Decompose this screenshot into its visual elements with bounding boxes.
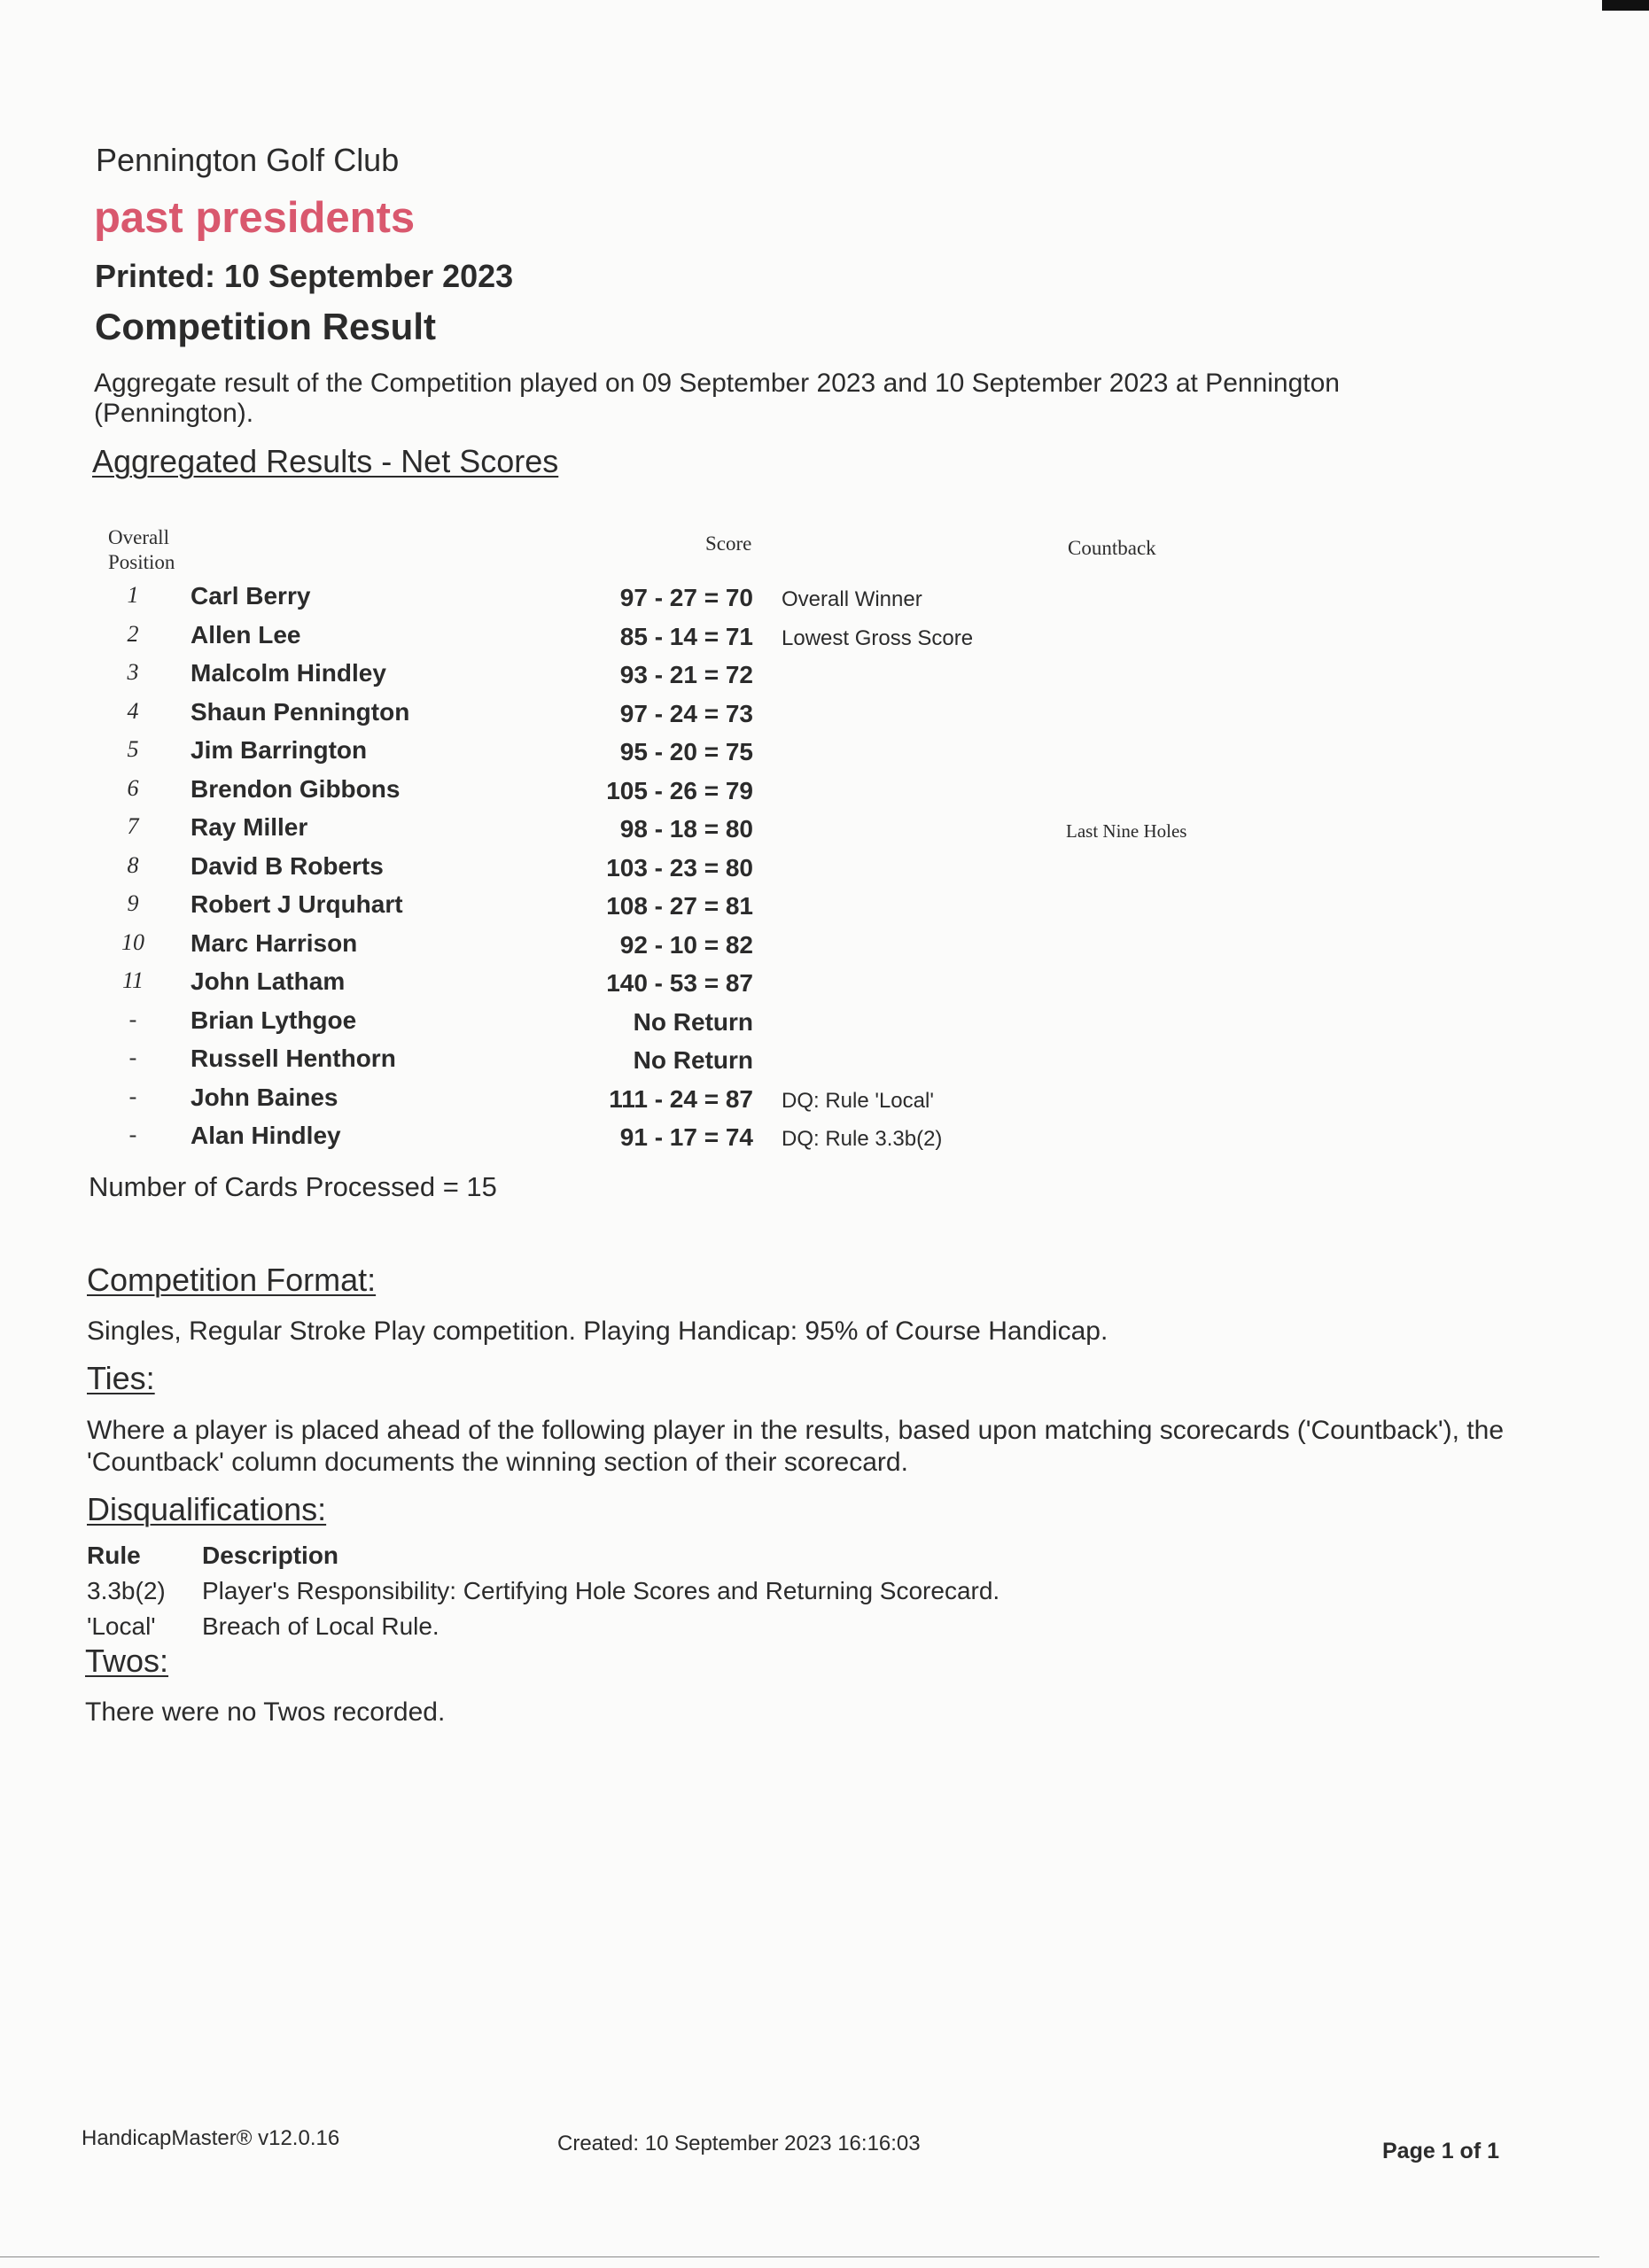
position: 1 <box>127 582 139 608</box>
result-row <box>0 1120 1649 1158</box>
position: 4 <box>127 697 139 724</box>
club-name: Pennington Golf Club <box>96 142 400 178</box>
player-name: John Latham <box>191 967 346 995</box>
score: 97 - 27 = 70 <box>619 584 753 611</box>
result-note: DQ: Rule 3.3b(2) <box>782 1127 943 1151</box>
position: - <box>128 1006 137 1032</box>
dq-row <box>87 1609 1000 1644</box>
result-row <box>0 773 1649 812</box>
column-header-position: Overall Position <box>108 526 175 573</box>
score: No Return <box>633 1046 753 1074</box>
ties-text: Where a player is placed ahead of the following player in the results, based upon matching scorecards ('Countback'), the 'Countback' column documents the winning section of their scorecard. <box>87 1416 1505 1477</box>
player-name: Allen Lee <box>191 620 301 649</box>
result-row <box>0 928 1649 966</box>
dq-rule: 3.3b(2) <box>87 1577 166 1604</box>
score: 98 - 18 = 80 <box>619 815 753 843</box>
result-row <box>0 696 1649 734</box>
result-row <box>0 889 1649 927</box>
position: - <box>128 1122 137 1147</box>
score: 91 - 17 = 74 <box>619 1123 753 1151</box>
result-row <box>0 734 1649 773</box>
player-name: Russell Henthorn <box>191 1045 396 1072</box>
event-name: past presidents <box>94 194 416 242</box>
position: 10 <box>121 928 144 955</box>
software-version: HandicapMaster® v12.0.16 <box>82 2126 340 2150</box>
dq-description: Player's Responsibility: Certifying Hole Scores and Returning Scorecard. <box>202 1577 1000 1604</box>
result-row <box>0 619 1649 657</box>
dq-column-rule: Rule <box>87 1542 141 1569</box>
player-name: Brian Lythgoe <box>191 1006 357 1034</box>
result-row <box>0 812 1649 850</box>
printed-date: Printed: 10 September 2023 <box>95 258 514 294</box>
score: No Return <box>633 1007 753 1036</box>
dq-row <box>87 1573 1000 1609</box>
scan-bottom-edge <box>0 2256 1599 2257</box>
dq-column-description: Description <box>202 1542 339 1569</box>
score: 105 - 26 = 79 <box>606 776 753 804</box>
page-title: Competition Result <box>95 306 436 347</box>
position: 3 <box>127 659 139 685</box>
player-name: Robert J Urquhart <box>191 890 403 918</box>
score: 95 - 20 = 75 <box>619 738 753 765</box>
position: 6 <box>127 774 139 801</box>
result-row <box>0 850 1649 889</box>
result-row <box>0 1005 1649 1043</box>
score: 108 - 27 = 81 <box>606 892 753 920</box>
result-row <box>0 966 1649 1004</box>
disqualifications-heading: Disqualifications: <box>87 1491 327 1527</box>
position: 9 <box>127 890 139 916</box>
position: 5 <box>127 736 139 762</box>
format-text: Singles, Regular Stroke Play competition. Playing Handicap: 95% of Course Handicap. <box>87 1317 1108 1346</box>
score: 93 - 21 = 72 <box>619 661 753 688</box>
twos-text: There were no Twos recorded. <box>85 1697 446 1727</box>
player-name: Shaun Pennington <box>191 697 410 726</box>
cards-processed: Number of Cards Processed = 15 <box>89 1171 497 1202</box>
created-timestamp: Created: 10 September 2023 16:16:03 <box>557 2132 921 2155</box>
page-number: Page 1 of 1 <box>1382 2139 1499 2163</box>
position: 11 <box>121 967 144 993</box>
position: - <box>128 1083 137 1109</box>
countback: Last Nine Holes <box>1066 820 1187 842</box>
score: 97 - 24 = 73 <box>619 699 753 727</box>
player-name: Malcolm Hindley <box>191 659 386 687</box>
column-header-score: Score <box>705 532 752 555</box>
dq-header-row <box>87 1538 1000 1573</box>
ties-heading: Ties: <box>87 1360 155 1396</box>
format-heading: Competition Format: <box>87 1262 377 1298</box>
score: 111 - 24 = 87 <box>609 1084 753 1113</box>
player-name: Ray Miller <box>191 813 308 841</box>
score: 92 - 10 = 82 <box>619 930 753 959</box>
result-note: DQ: Rule 'Local' <box>782 1088 934 1113</box>
column-header-countback: Countback <box>1068 537 1156 559</box>
player-name: Marc Harrison <box>191 928 358 957</box>
player-name: David B Roberts <box>191 851 384 880</box>
disqualifications-table <box>87 1538 1000 1644</box>
player-name: Alan Hindley <box>191 1122 341 1149</box>
position: 2 <box>127 620 139 647</box>
score: 85 - 14 = 71 <box>619 622 753 650</box>
result-note: Overall Winner <box>782 587 922 611</box>
position: 7 <box>127 813 139 839</box>
position: - <box>128 1045 137 1070</box>
player-name: Carl Berry <box>191 582 311 610</box>
scan-edge-mark <box>1602 0 1649 11</box>
dq-rule: 'Local' <box>87 1612 156 1640</box>
result-row <box>0 1082 1649 1120</box>
score: 140 - 53 = 87 <box>606 969 753 997</box>
twos-heading: Twos: <box>85 1643 169 1679</box>
dq-description: Breach of Local Rule. <box>202 1612 439 1640</box>
result-note: Lowest Gross Score <box>782 625 974 650</box>
results-section-title: Aggregated Results - Net Scores <box>92 443 559 479</box>
intro-text: Aggregate result of the Competition played on 09 September 2023 and 10 September 2023 at Pennington (Pennington). <box>94 369 1340 428</box>
player-name: Brendon Gibbons <box>191 774 401 803</box>
score: 103 - 23 = 80 <box>606 853 753 882</box>
result-row <box>0 580 1649 618</box>
result-row <box>0 657 1649 695</box>
player-name: John Baines <box>191 1083 338 1111</box>
result-row <box>0 1043 1649 1081</box>
position: 8 <box>127 851 139 878</box>
player-name: Jim Barrington <box>191 736 368 764</box>
